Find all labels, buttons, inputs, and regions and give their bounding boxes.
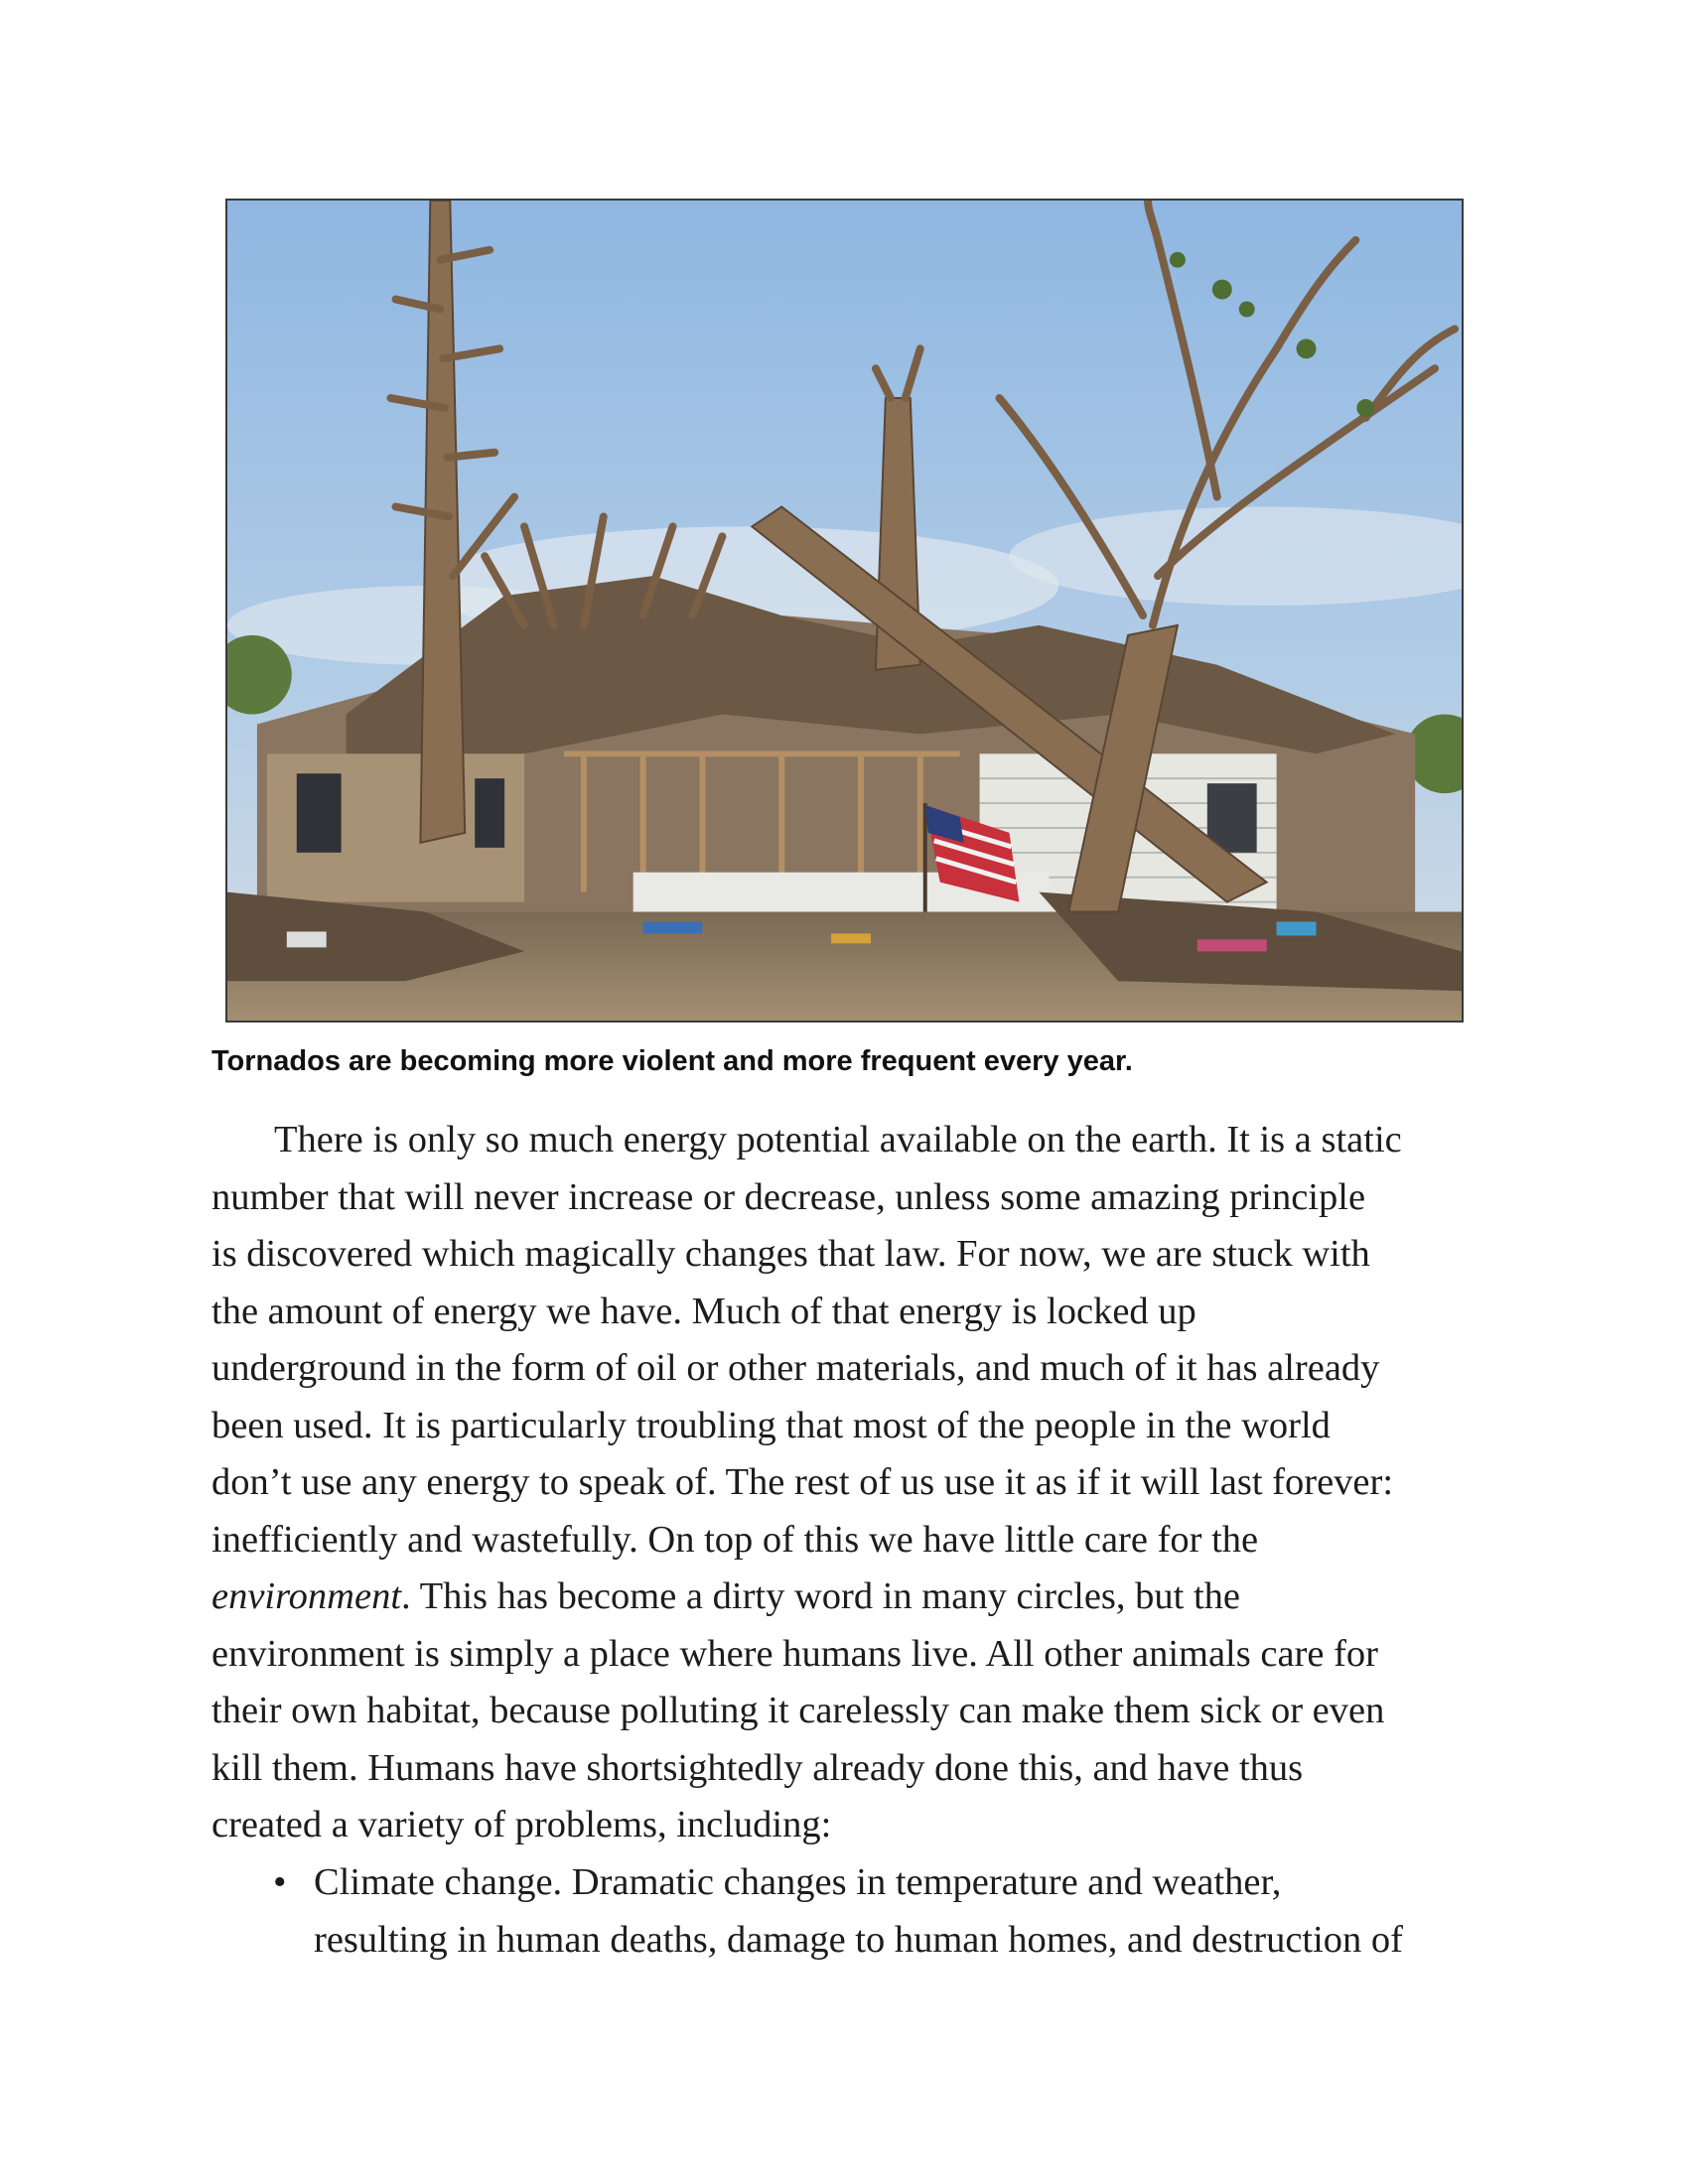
paragraph-line: number that will never increase or decrease, unless some amazing principle <box>211 1175 1366 1218</box>
paragraph-line: kill them. Humans have shortsightedly already done this, and have thus <box>211 1746 1304 1789</box>
paragraph-line: their own habitat, because polluting it carelessly can make them sick or even <box>211 1690 1385 1731</box>
paragraph-line: underground in the form of oil or other materials, and much of it has already <box>211 1347 1380 1389</box>
list-item-line: resulting in human deaths, damage to human homes, and destruction of <box>314 1918 1404 1961</box>
paragraph-line: created a variety of problems, including: <box>211 1804 832 1845</box>
problem-list <box>211 1854 1492 1969</box>
paragraph-line: environment is simply a place where humans live. All other animals care for <box>211 1632 1378 1675</box>
paragraph-line: the amount of energy we have. Much of that energy is locked up <box>211 1290 1196 1332</box>
tornado-damage-photo <box>225 199 1464 1023</box>
paragraph-line: There is only so much energy potential available on the earth. It is a static <box>274 1119 1402 1160</box>
paragraph-line-rest: . This has become a dirty word in many circles, but the <box>401 1575 1241 1617</box>
figure-caption: Tornados are becoming more violent and more frequent every year. <box>211 1045 1133 1077</box>
list-item <box>211 1854 1492 1969</box>
bullet-marker: • <box>273 1861 287 1903</box>
paragraph-line: is discovered which magically changes that law. For now, we are stuck with <box>211 1233 1370 1275</box>
body-paragraph <box>211 1112 1492 1854</box>
emphasized-word: environment <box>211 1575 402 1617</box>
paragraph-line: inefficiently and wastefully. On top of this we have little care for the <box>211 1518 1259 1561</box>
paragraph-line: don’t use any energy to speak of. The rest of us use it as if it will last forever: <box>211 1461 1394 1503</box>
paragraph-line: been used. It is particularly troubling that most of the people in the world <box>211 1404 1331 1446</box>
paragraph-line-with-emphasis <box>211 1569 1492 1626</box>
photo-illustration <box>227 201 1462 1021</box>
list-item-line: Climate change. Dramatic changes in temperature and weather, <box>314 1861 1282 1903</box>
